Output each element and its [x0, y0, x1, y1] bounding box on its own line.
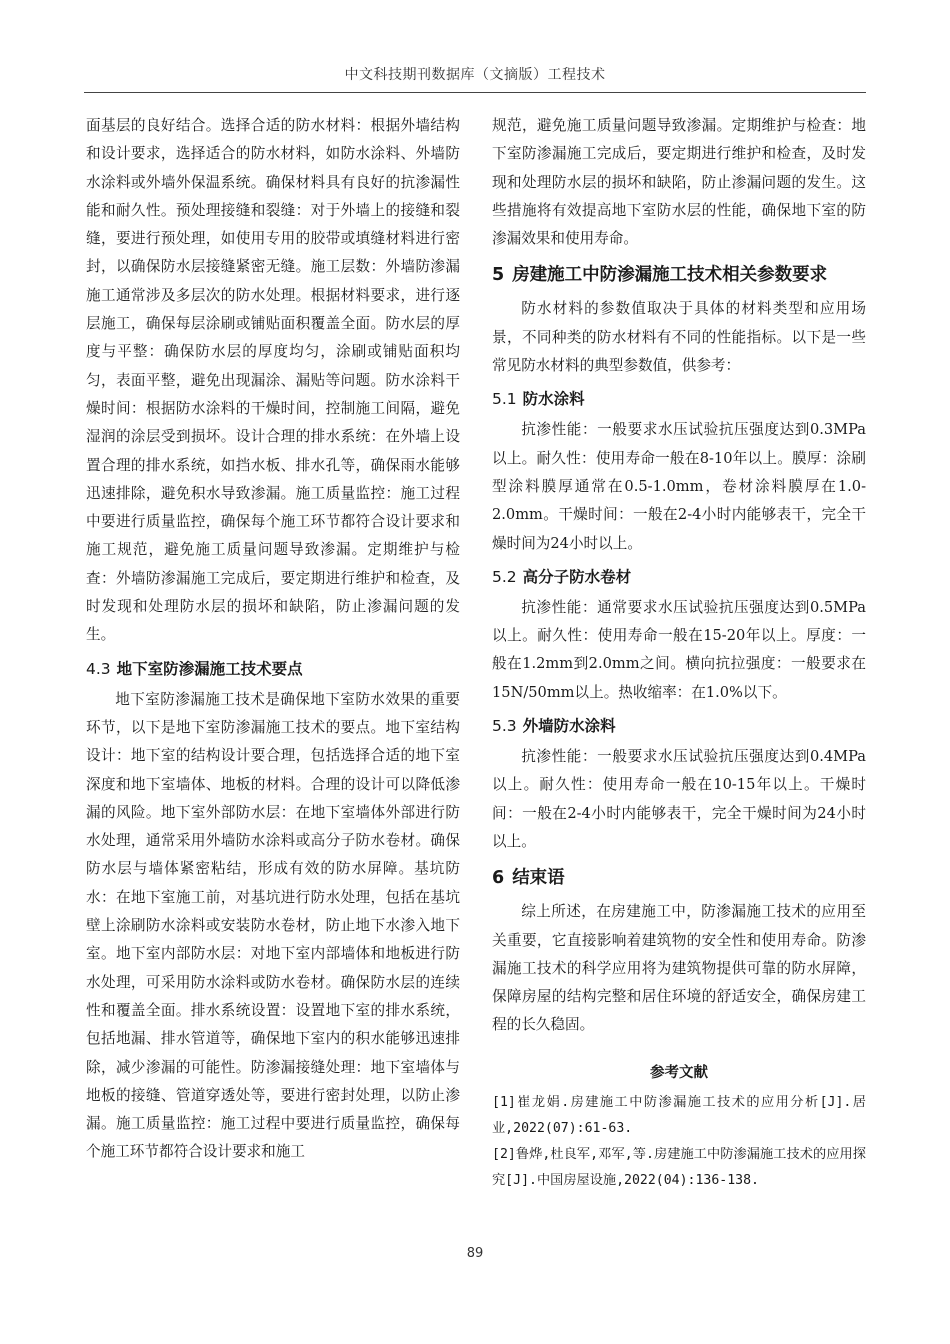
section-heading-5-1 [492, 384, 866, 414]
section-number: 5 [492, 265, 505, 286]
section-number: 5.3 [492, 717, 517, 736]
paragraph: 防水材料的参数值取决于具体的材料类型和应用场景，不同种类的防水材料有不同的性能指标。以下是一些常见防水材料的典型参数值，供参考： [492, 300, 866, 375]
left-column [86, 112, 460, 1167]
section-title: 防水涂料 [522, 390, 585, 409]
section-number: 4.3 [86, 659, 111, 678]
section-heading-5-3 [492, 711, 866, 741]
section-heading-5 [492, 259, 866, 291]
section-number: 5.2 [492, 567, 517, 586]
section-title: 房建施工中防渗漏施工技术相关参数要求 [512, 265, 828, 286]
references-title: 参考文献 [650, 1064, 708, 1081]
paragraph: 抗渗性能：一般要求水压试验抗压强度达到0.4MPa以上。耐久性：使用寿命一般在10-15年以上。干燥时间：一般在2-4小时内能够表干，完全干燥时间为24小时以上。 [492, 748, 866, 850]
right-column [492, 112, 866, 1194]
section-number: 6 [492, 868, 505, 889]
section-title: 结束语 [512, 868, 565, 889]
section-heading-5-2 [492, 562, 866, 592]
section-heading-4-3 [86, 654, 460, 684]
section-title: 高分子防水卷材 [522, 567, 632, 586]
paragraph: 规范，避免施工质量问题导致渗漏。定期维护与检查：地下室防渗漏施工完成后，要定期进行维护和检查，及时发现和处理防水层的损坏和缺陷，防止渗漏问题的发生。这些措施将有效提高地下室防水层的性能，确保地下室的防渗漏效果和使用寿命。 [492, 117, 866, 248]
section-title: 地下室防渗漏施工技术要点 [116, 659, 303, 678]
header-rule [84, 92, 866, 93]
reference-item: [1]崔龙娟.房建施工中防渗漏施工技术的应用分析[J].居业,2022(07):61-63. [492, 1094, 866, 1136]
section-number: 5.1 [492, 390, 517, 409]
paragraph: 抗渗性能：一般要求水压试验抗压强度达到0.3MPa以上。耐久性：使用寿命一般在8-10年以上。膜厚：涂刷型涂料膜厚通常在0.5-1.0mm，卷材涂料膜厚在1.0-2.0mm。干燥时间：一般在2-4小时内能够表干，完全干燥时间为24小时以上。 [492, 421, 866, 552]
paragraph: 地下室防渗漏施工技术是确保地下室防水效果的重要环节，以下是地下室防渗漏施工技术的要点。地下室结构设计：地下室的结构设计要合理，包括选择合适的地下室深度和地下室墙体、地板的材料。合理的设计可以降低渗漏的风险。地下室外部防水层：在地下室墙体外部进行防水处理，通常采用外墙防水涂料或高分子防水卷材。确保防水层与墙体紧密粘结，形成有效的防水屏障。基坑防水：在地下室施工前，对基坑进行防水处理，包括在基坑壁上涂刷防水涂料或安装防水卷材，防止地下水渗入地下室。地下室内部防水层：对地下室内部墙体和地板进行防水处理，可采用防水涂料或防水卷材。确保防水层的连续性和覆盖全面。排水系统设置：设置地下室的排水系统，包括地漏、排水管道等，确保地下室内的积水能够迅速排除，减少渗漏的可能性。防渗漏接缝处理：地下室墙体与地板的接缝、管道穿透处等，要进行密封处理，以防止渗漏。施工质量监控：施工过程中要进行质量监控，确保每个施工环节都符合设计要求和施工 [86, 690, 460, 1161]
section-title: 外墙防水涂料 [522, 717, 616, 736]
page-number: 89 [466, 1246, 484, 1261]
paragraph: 综上所述，在房建施工中，防渗漏施工技术的应用至关重要，它直接影响着建筑物的安全性和使用寿命。防渗漏施工技术的科学应用将为建筑物提供可靠的防水屏障，保障房屋的结构完整和居住环境的舒适安全，确保房建工程的长久稳固。 [492, 903, 866, 1034]
section-heading-6 [492, 862, 866, 894]
reference-item: [2]鲁烨,杜良军,邓军,等.房建施工中防渗漏施工技术的应用探究[J].中国房屋设施,2022(04):136-138. [492, 1146, 866, 1188]
paragraph: 抗渗性能：通常要求水压试验抗压强度达到0.5MPa以上。耐久性：使用寿命一般在15-20年以上。厚度：一般在1.2mm到2.0mm之间。横向抗拉强度：一般要求在15N/50mm以上。热收缩率：在1.0%以下。 [492, 598, 866, 701]
journal-header: 中文科技期刊数据库（文摘版）工程技术 [344, 67, 606, 83]
paragraph: 面基层的良好结合。选择合适的防水材料：根据外墙结构和设计要求，选择适合的防水材料，如防水涂料、外墙防水涂料或外墙外保温系统。确保材料具有良好的抗渗漏性能和耐久性。预处理接缝和裂缝：对于外墙上的接缝和裂缝，要进行预处理，如使用专用的胶带或填缝材料进行密封，以确保防水层接缝紧密无缝。施工层数：外墙防渗漏施工通常涉及多层次的防水处理。根据材料要求，进行逐层施工，确保每层涂刷或铺贴面积覆盖全面。防水层的厚度与平整：确保防水层的厚度均匀，涂刷或铺贴面积均匀，表面平整，避免出现漏涂、漏贴等问题。防水涂料干燥时间：根据防水涂料的干燥时间，控制施工间隔，避免湿润的涂层受到损坏。设计合理的排水系统：在外墙上设置合理的排水系统，如挡水板、排水孔等，确保雨水能够迅速排除，避免积水导致渗漏。施工质量监控：施工过程中要进行质量监控，确保每个施工环节都符合设计要求和施工规范，避免施工质量问题导致渗漏。定期维护与检查：外墙防渗漏施工完成后，要定期进行维护和检查，及时发现和处理防水层的损坏和缺陷，防止渗漏问题的发生。 [86, 117, 460, 644]
